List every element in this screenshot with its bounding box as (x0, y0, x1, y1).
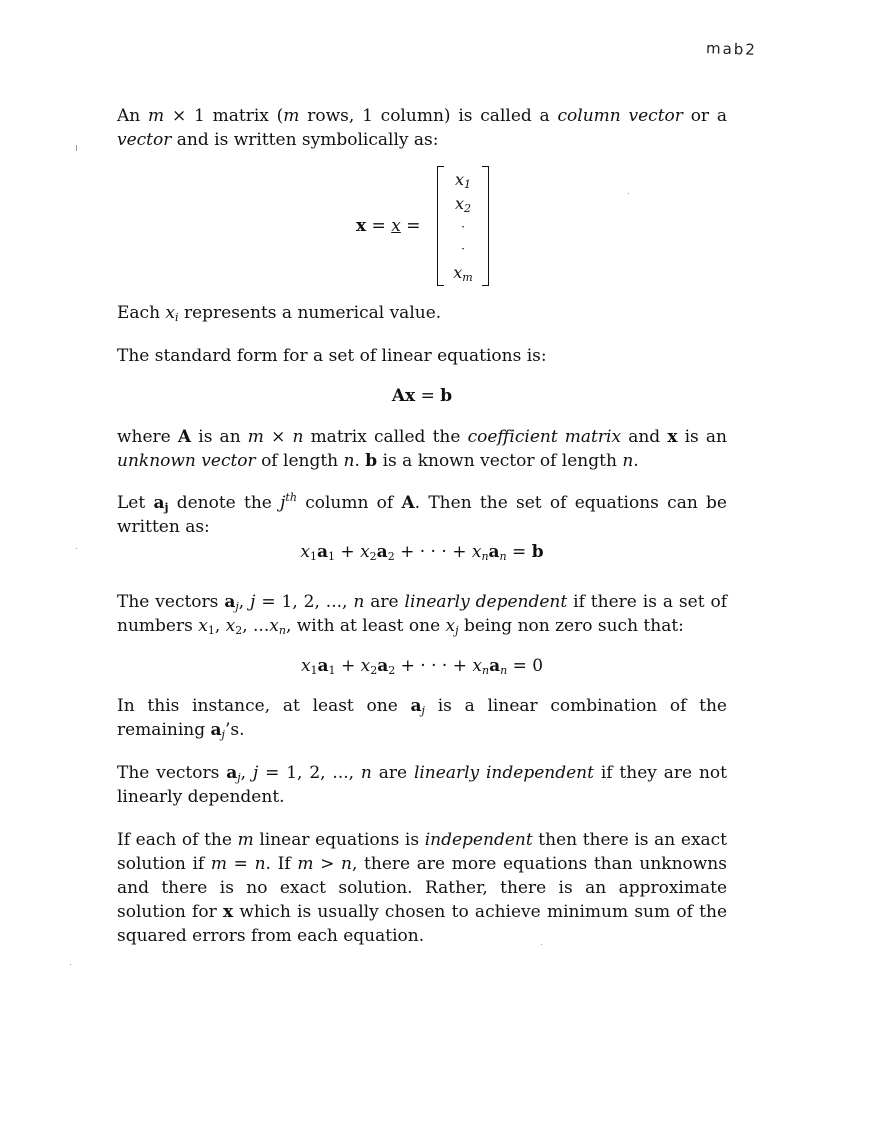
scan-speck (76, 548, 77, 549)
matrix-bracket (437, 166, 489, 286)
vector-dot: · (461, 220, 465, 234)
independent-paragraph: The vectors $a_j$, j = 1, 2, ..., n are linearly independent if they are not linearly dependent. (117, 763, 727, 807)
vector-lhs: x = x = (356, 216, 421, 236)
term-unknown-vector: unknown vector (117, 451, 256, 471)
term-independent: independent (424, 830, 533, 850)
term-linearly-independent: linearly independent (413, 763, 594, 783)
where-paragraph: where A is an m × n matrix called the coefficient matrix and x is an unknown vector of length n. b is a known vector of length n. (117, 427, 727, 471)
dependent-paragraph: The vectors $a_j$, j = 1, 2, ..., n are linearly dependent if there is a set of numbers $x_1$, $x_2$, $...x_n$, with at least one $x_j$ being non zero such that: (117, 592, 727, 637)
term-vector: vector (117, 130, 172, 150)
scan-speck (541, 944, 542, 945)
term-column-vector: column vector (557, 106, 683, 126)
vector-entry-x1: $x_1$ (454, 170, 472, 191)
exact-solution-paragraph: If each of the m linear equations is independent then there is an exact solution if m = n. If m > n, there are more equations than unknowns and there is no exact solution. Rather, there is an approximate solution for x which is usually chosen to achieve minimum sum of the squared errors from each equation. (117, 830, 728, 946)
vector-dot: · (461, 242, 465, 256)
instance-paragraph: In this instance, at least one $a_j$ is a linear combination of the remaining $a_j’s$. (117, 696, 727, 741)
handwritten-page-note: mab2 (705, 39, 758, 59)
term-linearly-dependent: linearly dependent (404, 592, 568, 612)
intro-paragraph: An m × 1 matrix (m rows, 1 column) is called a column vector or a vector and is written symbolically as: (117, 106, 727, 150)
scan-speck (76, 145, 77, 151)
vector-entry-x2: $x_2$ (454, 194, 472, 215)
equation-ax-b: Ax = b (391, 386, 453, 406)
term-coefficient-matrix: coefficient matrix (467, 427, 622, 447)
vector-entry-xm: $x_m$ (453, 263, 473, 284)
each-xi-paragraph: Each $x_i$ represents a numerical value. (117, 303, 442, 324)
equation-linear-combination-b: $x_1a_1 + x_2a_2$ + · · · + $x_na_n = b$ (300, 542, 544, 563)
let-aj-paragraph: Let $a_j$ denote the $j^{th}$ column of A. Then the set of equations can be written as: (117, 491, 727, 537)
standard-form-paragraph: The standard form for a set of linear equations is: (117, 346, 547, 366)
scan-speck (70, 964, 71, 965)
equation-linear-combination-zero: $x_1a_1 + x_2a_2$ + · · · + $x_na_n = 0$ (300, 656, 544, 677)
scan-speck (628, 193, 629, 194)
column-vector-display (356, 166, 496, 290)
